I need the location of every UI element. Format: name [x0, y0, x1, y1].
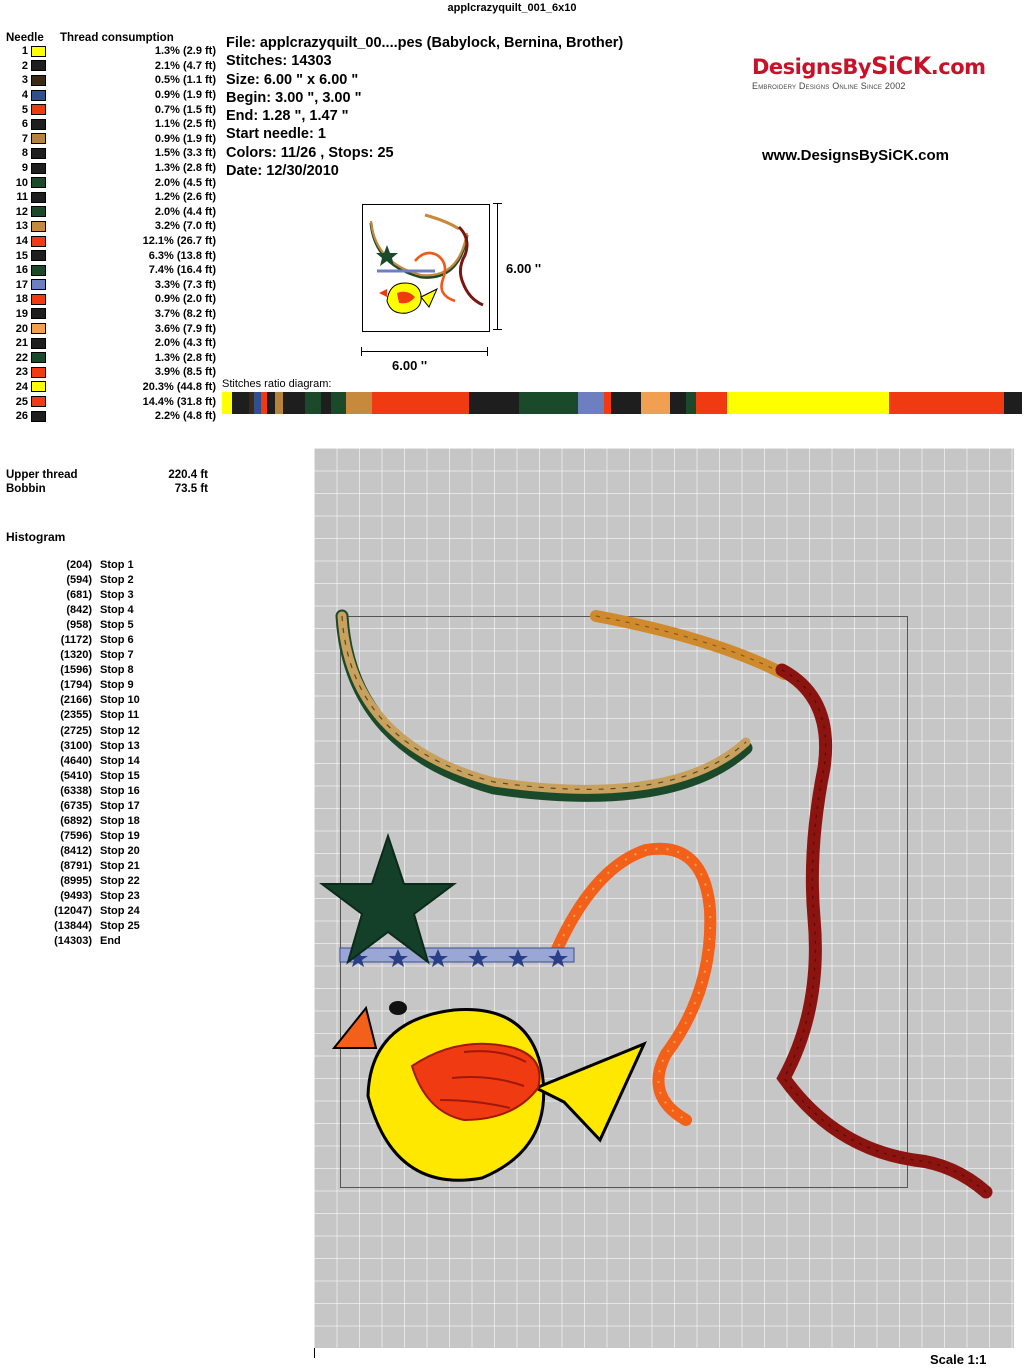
- page-title: applcrazyquilt_001_6x10: [447, 2, 577, 14]
- needle-color-swatch: [31, 265, 46, 276]
- histogram-count: (2166): [60, 694, 92, 707]
- histogram-row: [6, 934, 218, 949]
- needle-row: [6, 219, 218, 234]
- needle-row: [6, 380, 218, 395]
- needle-consumption: 2.0% (4.3 ft): [154, 337, 216, 350]
- thread-total-value: 73.5 ft: [174, 483, 208, 495]
- histogram-count: (842): [66, 604, 92, 617]
- histogram-label: Stop 16: [100, 784, 140, 797]
- info-end: End: 1.28 ", 1.47 ": [226, 108, 349, 125]
- histogram-label: Stop 17: [100, 799, 140, 812]
- stitches-ratio-diagram: [222, 392, 1022, 414]
- needle-consumption: 1.3% (2.8 ft): [154, 162, 216, 175]
- needle-row: [6, 88, 218, 103]
- ratio-segment: [1004, 392, 1022, 414]
- histogram-count: (6892): [60, 814, 92, 827]
- info-stitches: Stitches: 14303: [226, 53, 332, 70]
- needle-consumption: 3.9% (8.5 ft): [154, 366, 216, 379]
- histogram-list: [6, 558, 218, 949]
- histogram-row: [6, 844, 218, 859]
- needle-row: [6, 73, 218, 88]
- histogram-row: [6, 874, 218, 889]
- histogram-row: [6, 769, 218, 784]
- histogram-label: Stop 4: [100, 604, 134, 617]
- histogram-row: [6, 829, 218, 844]
- histogram-row: [6, 904, 218, 919]
- info-file: File: applcrazyquilt_00....pes (Babylock, Bernina, Brother): [226, 35, 624, 51]
- ratio-segment: [604, 392, 611, 414]
- needle-consumption: 6.3% (13.8 ft): [148, 249, 216, 262]
- histogram-count: (6338): [60, 784, 92, 797]
- needle-consumption: 0.7% (1.5 ft): [154, 103, 216, 116]
- design-info: [226, 34, 623, 180]
- needle-consumption: 0.9% (1.9 ft): [154, 132, 216, 145]
- preview-height-tick-top: [493, 203, 502, 204]
- needle-index: 14: [15, 235, 28, 248]
- needle-row: [6, 336, 218, 351]
- needle-row: [6, 321, 218, 336]
- needle-index: 20: [15, 322, 28, 335]
- histogram-count: (1596): [60, 664, 92, 677]
- ratio-segment: [727, 392, 889, 414]
- logo-name-main: DesignsBy: [752, 55, 872, 79]
- consumption-column-header: Thread consumption: [60, 32, 174, 44]
- histogram-count: (8412): [60, 844, 92, 857]
- needle-consumption: 3.7% (8.2 ft): [154, 307, 216, 320]
- needle-consumption: 1.1% (2.5 ft): [154, 118, 216, 131]
- needle-color-swatch: [31, 46, 46, 57]
- needle-row: [6, 117, 218, 132]
- histogram-count: (2355): [60, 709, 92, 722]
- histogram-label: Stop 1: [100, 559, 134, 571]
- histogram-row: [6, 919, 218, 934]
- needle-consumption: 3.6% (7.9 ft): [154, 322, 216, 335]
- needle-row: [6, 190, 218, 205]
- needle-row: [6, 205, 218, 220]
- needle-color-swatch: [31, 294, 46, 305]
- needle-consumption: 2.1% (4.7 ft): [154, 59, 216, 72]
- ratio-segment: [232, 392, 249, 414]
- needle-column-header: Needle: [6, 32, 44, 44]
- needle-color-swatch: [31, 90, 46, 101]
- needle-color-swatch: [31, 60, 46, 71]
- ratio-segment: [696, 392, 727, 414]
- needle-index: 8: [21, 147, 28, 160]
- thread-total-row: [6, 468, 218, 482]
- thumbnail-artwork: [363, 205, 487, 329]
- needle-row: [6, 350, 218, 365]
- needle-consumption: 1.5% (3.3 ft): [154, 147, 216, 160]
- ratio-segment: [578, 392, 604, 414]
- ratio-segment: [686, 392, 696, 414]
- histogram-count: (681): [66, 589, 92, 602]
- needle-color-swatch: [31, 119, 46, 130]
- design-preview-thumbnail: [362, 204, 490, 332]
- thread-total-label: Upper thread: [6, 469, 78, 481]
- preview-height-label: 6.00 '': [506, 261, 542, 276]
- histogram-row: [6, 859, 218, 874]
- needle-consumption: 14.4% (31.8 ft): [142, 395, 216, 408]
- needle-index: 25: [15, 395, 28, 408]
- histogram-label: Stop 6: [100, 634, 134, 647]
- needle-consumption: 7.4% (16.4 ft): [148, 264, 216, 277]
- preview-width-label: 6.00 '': [392, 358, 428, 373]
- needle-row: [6, 44, 218, 59]
- histogram-label: Stop 5: [100, 619, 134, 632]
- needle-color-swatch: [31, 148, 46, 159]
- histogram-label: Stop 7: [100, 649, 134, 662]
- ratio-segment: [372, 392, 469, 414]
- needle-color-swatch: [31, 381, 46, 392]
- needle-index: 18: [15, 293, 28, 306]
- logo-tagline: Embroidery Designs Online Since 2002: [752, 81, 906, 91]
- ratio-segment: [305, 392, 321, 414]
- designsbysick-logo: [752, 52, 1000, 94]
- histogram-count: (1794): [60, 679, 92, 692]
- needle-row: [6, 394, 218, 409]
- needle-index: 15: [15, 249, 28, 262]
- needle-index: 22: [15, 351, 28, 364]
- needle-row: [6, 365, 218, 380]
- needle-color-swatch: [31, 104, 46, 115]
- needle-consumption: 1.3% (2.8 ft): [154, 351, 216, 364]
- histogram-row: [6, 889, 218, 904]
- needle-color-swatch: [31, 206, 46, 217]
- needle-index: 1: [21, 45, 28, 58]
- histogram-label: Stop 13: [100, 739, 140, 752]
- needle-index: 11: [16, 191, 28, 204]
- ratio-segment: [346, 392, 372, 414]
- histogram-row: [6, 784, 218, 799]
- ratio-segment: [519, 392, 578, 414]
- ratio-segment: [889, 392, 1004, 414]
- needle-color-swatch: [31, 338, 46, 349]
- histogram-row: [6, 799, 218, 814]
- histogram-count: (14303): [54, 935, 92, 948]
- histogram-label: Stop 19: [100, 829, 140, 842]
- logo-name-sick: SiCK: [871, 52, 931, 80]
- needle-color-swatch: [31, 367, 46, 378]
- ratio-segment: [267, 392, 276, 414]
- histogram-row: [6, 618, 218, 633]
- histogram-label: Stop 18: [100, 814, 140, 827]
- ratio-segment: [331, 392, 347, 414]
- histogram-count: (958): [66, 619, 92, 632]
- histogram-row: [6, 648, 218, 663]
- histogram-count: (7596): [60, 829, 92, 842]
- needle-index: 13: [15, 220, 28, 233]
- needle-index: 4: [21, 89, 28, 102]
- needle-row: [6, 292, 218, 307]
- histogram-row: [6, 663, 218, 678]
- needle-color-swatch: [31, 352, 46, 363]
- histogram-label: Stop 10: [100, 694, 140, 707]
- needle-color-swatch: [31, 163, 46, 174]
- needle-row: [6, 234, 218, 249]
- thread-total-row: [6, 482, 218, 496]
- histogram-label: Stop 14: [100, 754, 140, 767]
- thread-totals: [6, 468, 218, 496]
- needle-consumption: 0.9% (1.9 ft): [154, 89, 216, 102]
- needle-color-swatch: [31, 177, 46, 188]
- stitches-ratio-label: Stitches ratio diagram:: [222, 378, 332, 390]
- needle-consumption: 0.9% (2.0 ft): [154, 293, 216, 306]
- needle-consumption: 0.5% (1.1 ft): [154, 74, 216, 87]
- ratio-segment: [611, 392, 641, 414]
- histogram-count: (1320): [60, 649, 92, 662]
- needle-index: 19: [15, 307, 28, 320]
- histogram-count: (594): [66, 574, 92, 587]
- histogram-label: Stop 2: [100, 574, 134, 587]
- preview-width-tick-left: [361, 347, 362, 356]
- info-date: Date: 12/30/2010: [226, 163, 339, 180]
- needle-consumption: 1.2% (2.6 ft): [154, 191, 216, 204]
- needle-color-swatch: [31, 75, 46, 86]
- needle-consumption: 1.3% (2.9 ft): [154, 45, 216, 58]
- ratio-segment: [469, 392, 519, 414]
- histogram-row: [6, 558, 218, 573]
- needle-row: [6, 59, 218, 74]
- ratio-segment: [283, 392, 295, 414]
- histogram-count: (1172): [60, 634, 92, 647]
- histogram-count: (2725): [60, 724, 92, 737]
- needle-index: 5: [21, 103, 28, 116]
- histogram-count: (8791): [60, 859, 92, 872]
- ratio-segment: [222, 392, 232, 414]
- needle-index: 16: [15, 264, 28, 277]
- histogram-count: (12047): [54, 905, 92, 918]
- needle-consumption: 2.0% (4.5 ft): [154, 176, 216, 189]
- ratio-segment: [254, 392, 261, 414]
- needle-row: [6, 263, 218, 278]
- histogram-row: [6, 588, 218, 603]
- histogram-count: (8995): [60, 874, 92, 887]
- info-start-needle: Start needle: 1: [226, 126, 326, 143]
- histogram-count: (5410): [60, 769, 92, 782]
- logo-wordmark: [752, 52, 1000, 80]
- histogram-row: [6, 739, 218, 754]
- histogram-row: [6, 724, 218, 739]
- needle-index: 6: [21, 118, 28, 131]
- needle-consumption: 20.3% (44.8 ft): [142, 380, 216, 393]
- histogram-row: [6, 633, 218, 648]
- histogram-row: [6, 603, 218, 618]
- logo-url: www.DesignsBySiCK.com: [762, 147, 949, 164]
- histogram-row: [6, 573, 218, 588]
- ratio-segment: [670, 392, 686, 414]
- needle-row: [6, 146, 218, 161]
- histogram-label: Stop 12: [100, 724, 140, 737]
- needle-row: [6, 161, 218, 176]
- needle-color-swatch: [31, 396, 46, 407]
- histogram-count: (9493): [60, 890, 92, 903]
- preview-height-tick-bottom: [493, 329, 502, 330]
- needle-row: [6, 307, 218, 322]
- needle-index: 12: [15, 205, 28, 218]
- needle-row: [6, 278, 218, 293]
- needle-row: [6, 175, 218, 190]
- needle-row: [6, 132, 218, 147]
- histogram-label: Stop 11: [100, 709, 140, 722]
- needle-index: 2: [21, 59, 28, 72]
- needle-row: [6, 102, 218, 117]
- needle-color-swatch: [31, 192, 46, 203]
- histogram-label: Stop 8: [100, 664, 134, 677]
- ratio-segment: [295, 392, 305, 414]
- needle-index: 26: [15, 410, 28, 423]
- needle-color-swatch: [31, 250, 46, 261]
- needle-thread-table: [6, 32, 218, 423]
- histogram-label: Stop 9: [100, 679, 134, 692]
- needle-index: 3: [21, 74, 28, 87]
- info-begin: Begin: 3.00 ", 3.00 ": [226, 89, 362, 106]
- needle-color-swatch: [31, 411, 46, 422]
- histogram-label: Stop 3: [100, 589, 134, 602]
- needle-color-swatch: [31, 221, 46, 232]
- needle-color-swatch: [31, 323, 46, 334]
- needle-index: 21: [15, 337, 28, 350]
- needle-index: 7: [21, 132, 28, 145]
- needle-row: [6, 409, 218, 424]
- histogram-count: (6735): [60, 799, 92, 812]
- design-artwork: [314, 448, 1014, 1348]
- ratio-segment: [321, 392, 331, 414]
- needle-table-header: [6, 32, 218, 44]
- histogram-label: End: [100, 935, 121, 948]
- info-size: Size: 6.00 " x 6.00 ": [226, 71, 359, 88]
- info-colors: Colors: 11/26 , Stops: 25: [226, 144, 394, 161]
- preview-width-dimension-line: [362, 351, 488, 352]
- preview-width-tick-right: [487, 347, 488, 356]
- needle-consumption: 2.2% (4.8 ft): [154, 410, 216, 423]
- histogram-row: [6, 754, 218, 769]
- needle-color-swatch: [31, 308, 46, 319]
- histogram-row: [6, 678, 218, 693]
- needle-index: 17: [15, 278, 28, 291]
- needle-color-swatch: [31, 236, 46, 247]
- needle-color-swatch: [31, 279, 46, 290]
- needle-consumption: 2.0% (4.4 ft): [154, 205, 216, 218]
- histogram-label: Stop 23: [100, 890, 140, 903]
- logo-name-dotcom: .com: [930, 55, 986, 79]
- needle-index: 24: [15, 380, 28, 393]
- histogram-label: Stop 20: [100, 844, 140, 857]
- histogram-label: Stop 21: [100, 859, 140, 872]
- histogram-label: Stop 25: [100, 920, 140, 933]
- needle-index: 9: [21, 162, 28, 175]
- needle-consumption: 12.1% (26.7 ft): [142, 235, 216, 248]
- thread-total-label: Bobbin: [6, 483, 46, 495]
- thread-total-value: 220.4 ft: [168, 469, 208, 481]
- histogram-row: [6, 708, 218, 723]
- histogram-count: (4640): [60, 754, 92, 767]
- histogram-count: (13844): [54, 920, 92, 933]
- needle-row: [6, 248, 218, 263]
- needle-index: 10: [15, 176, 28, 189]
- needle-index: 23: [15, 366, 28, 379]
- histogram-label: Stop 22: [100, 874, 140, 887]
- histogram-count: (204): [66, 559, 92, 571]
- needle-consumption: 3.2% (7.0 ft): [154, 220, 216, 233]
- histogram-count: (3100): [60, 739, 92, 752]
- histogram-title: Histogram: [6, 530, 66, 544]
- design-canvas: [314, 448, 1014, 1348]
- ratio-segment: [275, 392, 282, 414]
- ratio-segment: [641, 392, 670, 414]
- needle-color-swatch: [31, 133, 46, 144]
- histogram-label: Stop 24: [100, 905, 140, 918]
- histogram-row: [6, 693, 218, 708]
- scale-label: Scale 1:1: [930, 1352, 987, 1367]
- histogram-row: [6, 814, 218, 829]
- needle-consumption: 3.3% (7.3 ft): [154, 278, 216, 291]
- histogram-label: Stop 15: [100, 769, 140, 782]
- preview-height-dimension-line: [497, 204, 498, 330]
